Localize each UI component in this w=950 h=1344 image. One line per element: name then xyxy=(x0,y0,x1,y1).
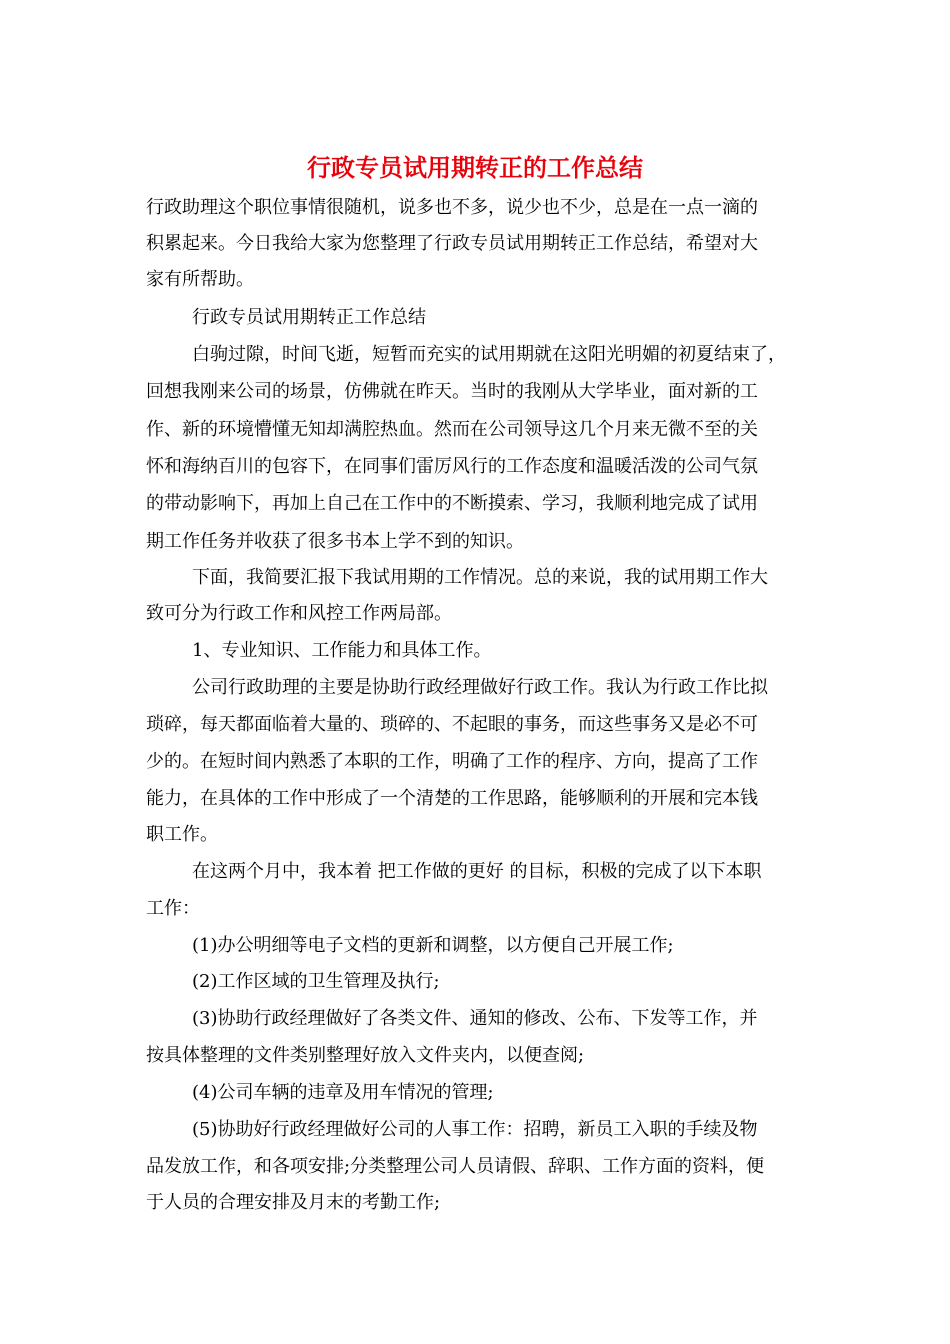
paragraph-line: 期工作任务并收获了很多书本上学不到的知识。 xyxy=(146,531,524,552)
paragraph-line: 白驹过隙，时间飞逝，短暂而充实的试用期就在这阳光明媚的初夏结束了， xyxy=(192,344,786,365)
paragraph-line: 能力，在具体的工作中形成了一个清楚的工作思路，能够顺利的开展和完本钱 xyxy=(146,788,758,809)
paragraph-line: 琐碎，每天都面临着大量的、琐碎的、不起眼的事务，而这些事务又是必不可 xyxy=(146,714,758,735)
paragraph-line: 公司行政助理的主要是协助行政经理做好行政工作。我认为行政工作比拟 xyxy=(192,677,768,698)
list-item: (2)工作区域的卫生管理及执行; xyxy=(192,971,440,992)
paragraph-line: 的带动影响下，再加上自己在工作中的不断摸索、学习，我顺利地完成了试用 xyxy=(146,493,758,514)
section-subtitle: 行政专员试用期转正工作总结 xyxy=(192,307,426,328)
list-heading: 1、专业知识、工作能力和具体工作。 xyxy=(192,640,492,661)
list-item-continuation: 按具体整理的文件类别整理好放入文件夹内，以便查阅; xyxy=(146,1045,585,1066)
paragraph-line: 积累起来。今日我给大家为您整理了行政专员试用期转正工作总结，希望对大 xyxy=(146,233,758,254)
paragraph-line: 在这两个月中，我本着 把工作做的更好 的目标，积极的完成了以下本职 xyxy=(192,861,762,882)
paragraph-line: 家有所帮助。 xyxy=(146,269,254,290)
list-item: (1)办公明细等电子文档的更新和调整，以方便自己开展工作; xyxy=(192,935,674,956)
paragraph-line: 职工作。 xyxy=(146,824,218,845)
paragraph-line: 行政助理这个职位事情很随机，说多也不多，说少也不少，总是在一点一滴的 xyxy=(146,197,758,218)
paragraph-line: 作、新的环境懵懂无知却满腔热血。然而在公司领导这几个月来无微不至的关 xyxy=(146,419,758,440)
document-title: 行政专员试用期转正的工作总结 xyxy=(307,153,643,182)
paragraph-line: 少的。在短时间内熟悉了本职的工作，明确了工作的程序、方向，提高了工作 xyxy=(146,751,758,772)
paragraph-line: 致可分为行政工作和风控工作两局部。 xyxy=(146,603,452,624)
list-item: (5)协助好行政经理做好公司的人事工作：招聘，新员工入职的手续及物 xyxy=(192,1119,758,1140)
paragraph-line: 回想我刚来公司的场景，仿佛就在昨天。当时的我刚从大学毕业，面对新的工 xyxy=(146,381,758,402)
list-item-continuation: 于人员的合理安排及月末的考勤工作; xyxy=(146,1192,441,1213)
list-item: (4)公司车辆的违章及用车情况的管理; xyxy=(192,1082,494,1103)
paragraph-line: 下面，我简要汇报下我试用期的工作情况。总的来说，我的试用期工作大 xyxy=(192,567,768,588)
list-item: (3)协助行政经理做好了各类文件、通知的修改、公布、下发等工作，并 xyxy=(192,1008,758,1029)
list-item-continuation: 品发放工作，和各项安排;分类整理公司人员请假、辞职、工作方面的资料，便 xyxy=(146,1156,765,1177)
paragraph-line: 怀和海纳百川的包容下，在同事们雷厉风行的工作态度和温暖活泼的公司气氛 xyxy=(146,456,758,477)
paragraph-line: 工作： xyxy=(146,898,200,919)
